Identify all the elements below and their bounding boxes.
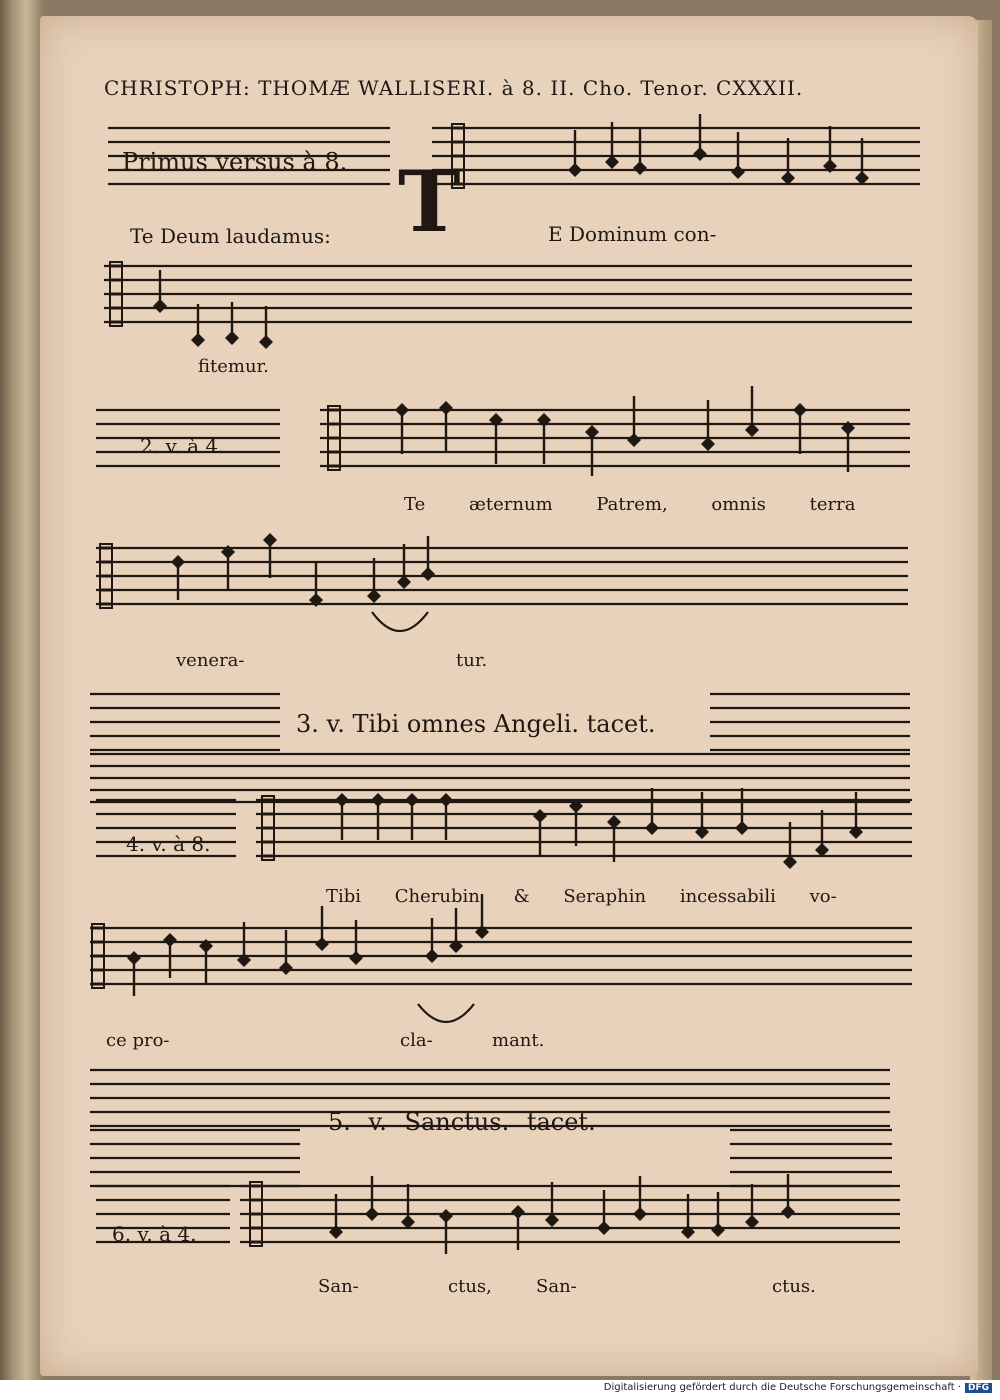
section-2-label: 2. v. à 4. bbox=[140, 434, 225, 458]
section-1-label: Primus versus à 8. bbox=[122, 148, 348, 176]
dfg-logo: DFG bbox=[965, 1383, 992, 1393]
section-4-label: 4. v. à 8. bbox=[126, 832, 211, 856]
section-2-lyrics-line-1: Te æternum Patrem, omnis terra bbox=[404, 494, 856, 515]
page-header: CHRISTOPH: THOMÆ WALLISERI. à 8. II. Cho. Tenor. CXXXII. bbox=[104, 76, 804, 100]
section-6-lyrics-d: ctus. bbox=[772, 1276, 816, 1297]
slur bbox=[418, 1004, 474, 1022]
section-1-lyrics-line-2: fitemur. bbox=[198, 356, 269, 377]
section-5-label: 5. v. Sanctus. tacet. bbox=[328, 1108, 596, 1136]
section-4-lyrics-a: ce pro- bbox=[106, 1030, 170, 1051]
section-4-lyrics-b: cla- bbox=[400, 1030, 433, 1051]
section-3-label: 3. v. Tibi omnes Angeli. tacet. bbox=[296, 710, 656, 738]
section-6-label: 6. v. à 4. bbox=[112, 1222, 197, 1246]
section-4-lyrics-line-1: Tibi Cherubin & Seraphin incessabili vo- bbox=[326, 886, 837, 907]
section-1-incipit: Te Deum laudamus: bbox=[130, 224, 331, 248]
footer-text: Digitalisierung gefördert durch die Deutsche Forschungsgemeinschaft · bbox=[603, 1382, 961, 1393]
slur bbox=[372, 612, 428, 631]
section-6-lyrics-a: San- bbox=[318, 1276, 359, 1297]
footer-credit bbox=[604, 1382, 992, 1393]
section-4-lyrics-c: mant. bbox=[492, 1030, 545, 1051]
section-6-lyrics-c: San- bbox=[536, 1276, 577, 1297]
section-1-lyrics-line-1: E Dominum con- bbox=[548, 222, 717, 246]
section-2-lyrics-b: tur. bbox=[456, 650, 488, 671]
section-6-lyrics-b: ctus, bbox=[448, 1276, 492, 1297]
section-2-lyrics-a: venera- bbox=[176, 650, 245, 671]
initial-letter: T bbox=[398, 152, 461, 251]
